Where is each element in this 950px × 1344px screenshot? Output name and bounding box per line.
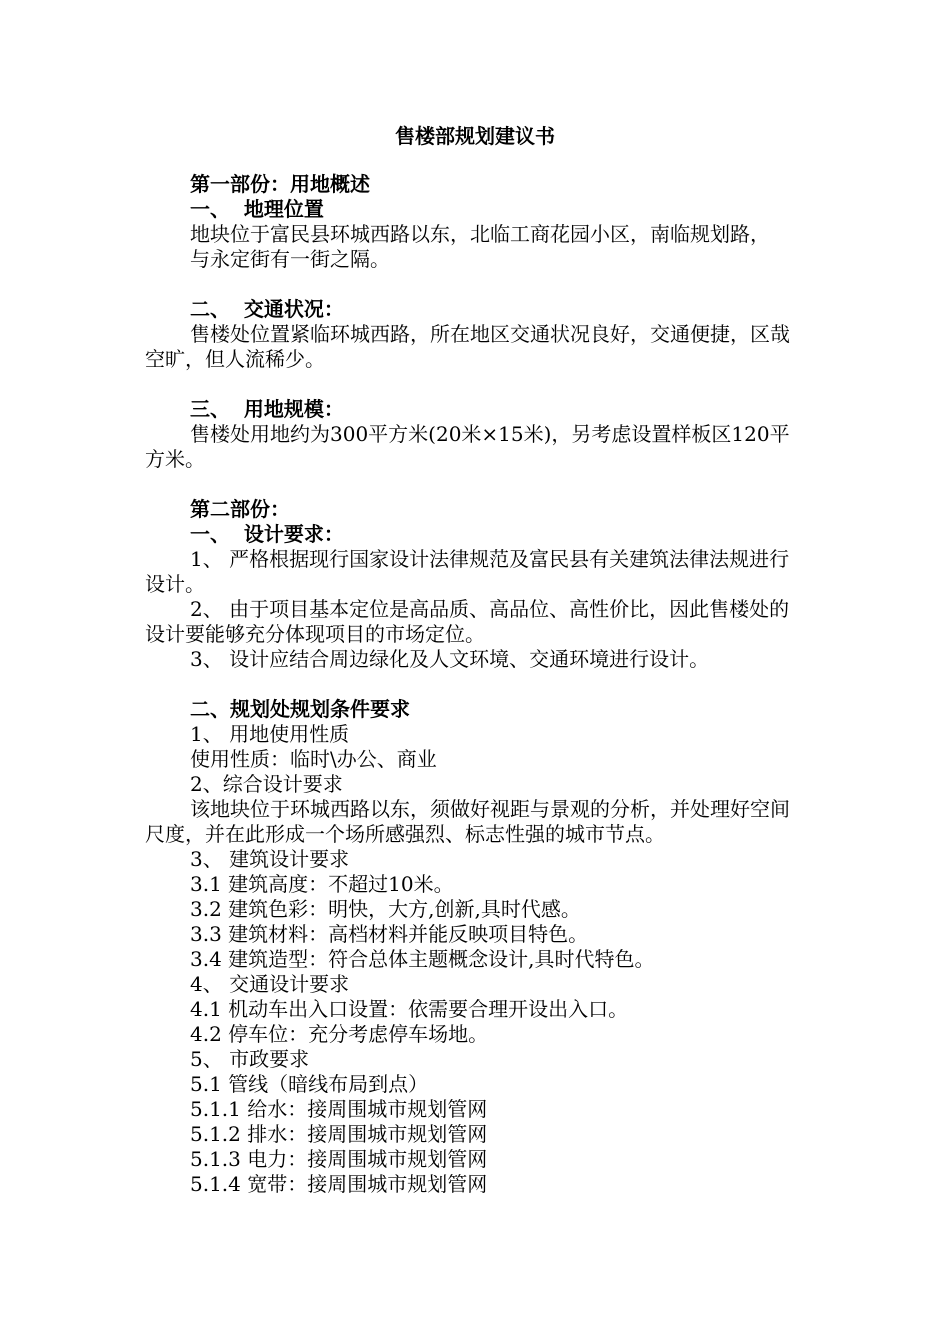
condition-2: 2、综合设计要求 (190, 772, 343, 796)
condition-5-1-3: 5.1.3 电力：接周围城市规划管网 (190, 1147, 488, 1171)
condition-1: 1、 用地使用性质 (190, 722, 350, 746)
spacer (145, 372, 805, 397)
condition-3-4: 3.4 建筑造型：符合总体主题概念设计,具时代特色。 (190, 947, 655, 971)
section-location-heading: 一、 地理位置 (190, 197, 324, 221)
section-design-heading: 一、 设计要求： (190, 522, 344, 546)
spacer (145, 672, 805, 697)
document-page (145, 120, 805, 1197)
condition-4-1: 4.1 机动车出入口设置：依需要合理开设出入口。 (190, 997, 629, 1021)
section-scale-heading: 三、 用地规模： (190, 397, 344, 421)
condition-3-1: 3.1 建筑高度：不超过10米。 (190, 872, 454, 896)
condition-1-text: 使用性质：临时\办公、商业 (190, 747, 437, 771)
condition-3: 3、 建筑设计要求 (190, 847, 350, 871)
condition-5-1-2: 5.1.2 排水：接周围城市规划管网 (190, 1122, 488, 1146)
condition-4-2: 4.2 停车位：充分考虑停车场地。 (190, 1022, 489, 1046)
location-text-continued: 与永定街有一街之隔。 (190, 247, 390, 271)
condition-4: 4、 交通设计要求 (190, 972, 350, 996)
condition-5-1-1: 5.1.1 给水：接周围城市规划管网 (190, 1097, 488, 1121)
spacer (145, 272, 805, 297)
part1-heading: 第一部份：用地概述 (190, 172, 370, 196)
condition-5: 5、 市政要求 (190, 1047, 310, 1071)
section-traffic-heading: 二、 交通状况： (190, 297, 344, 321)
condition-5-1: 5.1 管线（暗线布局到点） (190, 1072, 429, 1096)
condition-5-1-4: 5.1.4 宽带：接周围城市规划管网 (190, 1172, 488, 1196)
requirement-3: 3、 设计应结合周边绿化及人文环境、交通环境进行设计。 (190, 647, 710, 671)
document-title: 售楼部规划建议书 (395, 124, 555, 148)
part2-heading: 第二部份： (190, 497, 290, 521)
traffic-text: 售楼处位置紧临环城西路，所在地区交通状况良好，交通便捷，区哉空旷，但人流稀少。 (145, 322, 790, 371)
scale-text: 售楼处用地约为300平方米(20米×15米)，另考虑设置样板区120平方米。 (145, 422, 790, 471)
condition-2-text: 该地块位于环城西路以东，须做好视距与景观的分析，并处理好空间尺度，并在此形成一个场所感强烈、标志性强的城市节点。 (145, 797, 790, 846)
condition-3-2: 3.2 建筑色彩：明快，大方,创新,具时代感。 (190, 897, 581, 921)
spacer (145, 472, 805, 497)
requirement-1: 1、 严格根据现行国家设计法律规范及富民县有关建筑法律法规进行设计。 (145, 547, 790, 596)
location-text: 地块位于富民县环城西路以东，北临工商花园小区，南临规划路， (190, 222, 770, 246)
requirement-2: 2、 由于项目基本定位是高品质、高品位、高性价比，因此售楼处的设计要能够充分体现项目的市场定位。 (145, 597, 790, 646)
condition-3-3: 3.3 建筑材料：高档材料并能反映项目特色。 (190, 922, 589, 946)
section-planning-heading: 二、规划处规划条件要求 (190, 697, 410, 721)
